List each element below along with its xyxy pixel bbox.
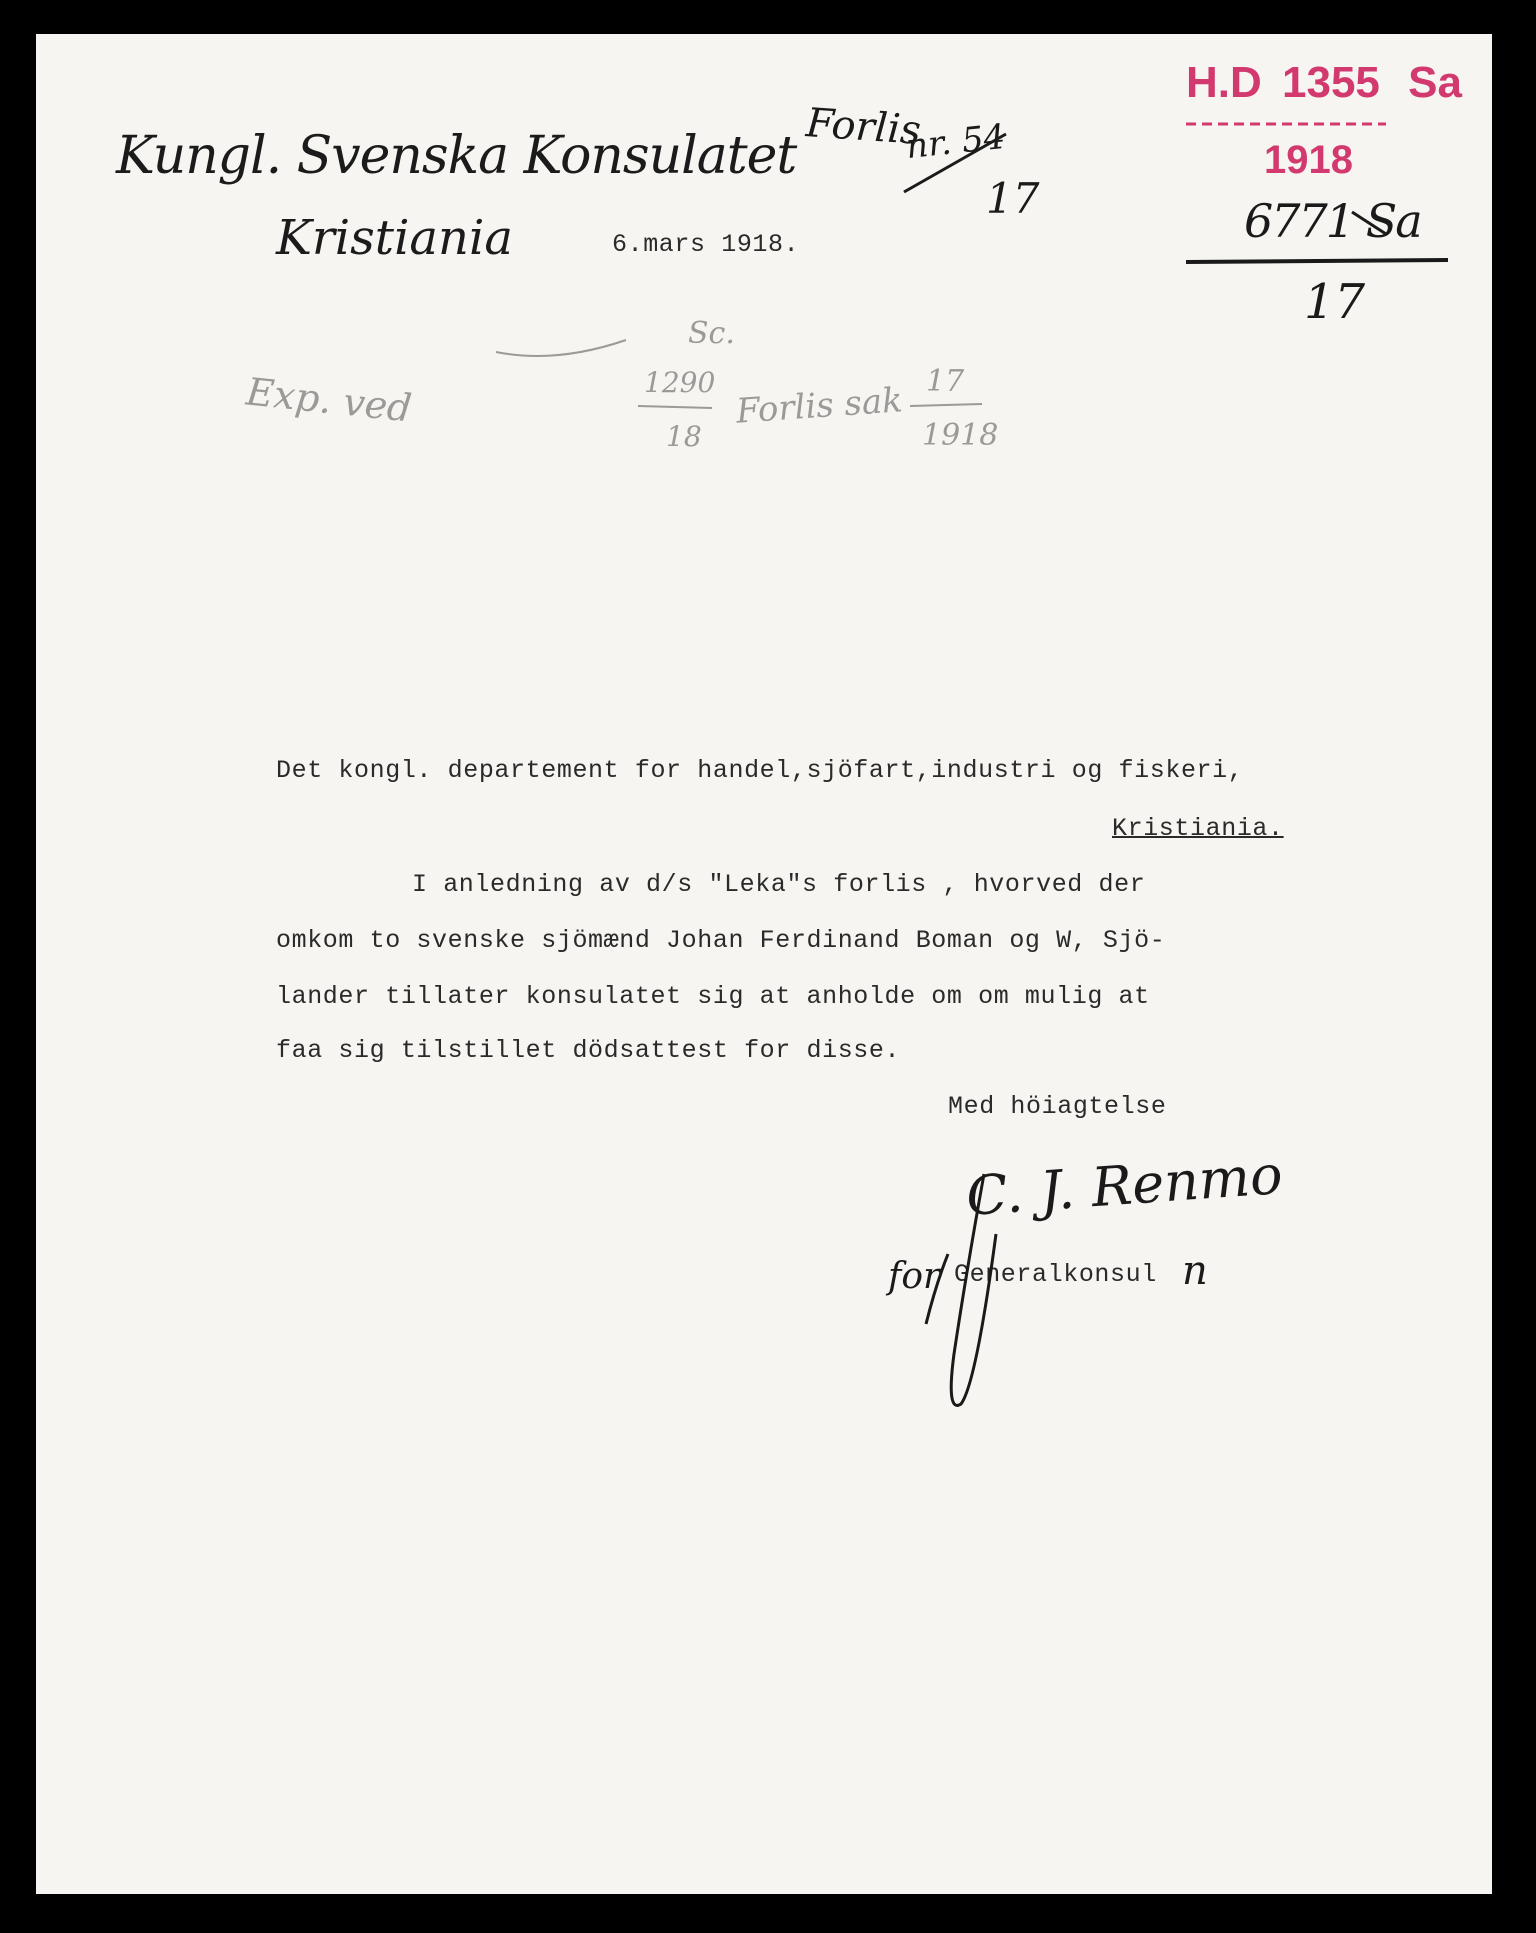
recipient-city: Kristiania. — [1112, 814, 1284, 843]
forlis-annotation-number: nr. 54 — [904, 116, 1008, 168]
recipient-line: Det kongl. departement for handel,sjöfart,industri og fiskeri, — [276, 756, 1244, 785]
pencil-ref-top: Sc. — [688, 316, 735, 351]
pencil-ref-fraction-line — [638, 406, 712, 408]
filing-slash-mark — [1352, 212, 1386, 234]
body-line-1: I anledning av d/s "Leka"s forlis , hvorved der — [412, 870, 1146, 899]
document-page — [36, 34, 1492, 1894]
signature-title: Generalkonsul — [954, 1260, 1157, 1289]
letter-date: 6.mars 1918. — [612, 230, 800, 259]
handwriting-strokes — [36, 34, 1492, 1894]
body-line-4: faa sig tilstillet dödsattest for disse. — [276, 1036, 901, 1065]
forlis-annotation-label: Forlis — [804, 100, 923, 154]
body-line-2: omkom to svenske sjömænd Johan Ferdinand Boman og W, Sjö- — [276, 926, 1166, 955]
stamp-suffix: Sa — [1408, 58, 1462, 107]
pencil-year-fraction-line — [910, 404, 982, 406]
pencil-forlis-sak: Forlis sak — [734, 380, 904, 432]
forlis-annotation-denominator: 17 — [986, 174, 1040, 223]
filing-number: 6771 Sa — [1244, 194, 1421, 248]
pencil-year-number: 17 — [926, 364, 965, 399]
pencil-ref-denominator: 18 — [666, 420, 702, 453]
signature-prefix: for — [888, 1256, 941, 1297]
filing-fraction-line — [1186, 260, 1448, 262]
stamp-number: 1355 — [1282, 58, 1380, 107]
filing-denominator: 17 — [1304, 274, 1366, 330]
signature-flourish — [951, 1174, 996, 1405]
forlis-fraction-slash — [904, 134, 1006, 192]
pencil-ref-number: 1290 — [644, 366, 716, 399]
letterhead-title: Kungl. Svenska Konsulatet — [116, 126, 797, 186]
stamp-prefix: H.D — [1186, 58, 1262, 107]
closing-phrase: Med höiagtelse — [948, 1092, 1167, 1121]
pencil-bracket-stroke — [496, 340, 626, 356]
pencil-exp-note: Exp. ved — [244, 369, 414, 431]
registry-stamp-year: 1918 — [1264, 138, 1353, 182]
pencil-year-denominator: 1918 — [922, 418, 999, 453]
letterhead-city: Kristiania — [276, 210, 513, 266]
signature-tail-stroke — [926, 1254, 948, 1324]
body-line-3: lander tillater konsulatet sig at anholde om om mulig at — [276, 982, 1150, 1011]
signature-name: C. J. Renmo — [964, 1143, 1285, 1228]
signature-title-suffix: n — [1182, 1248, 1208, 1294]
